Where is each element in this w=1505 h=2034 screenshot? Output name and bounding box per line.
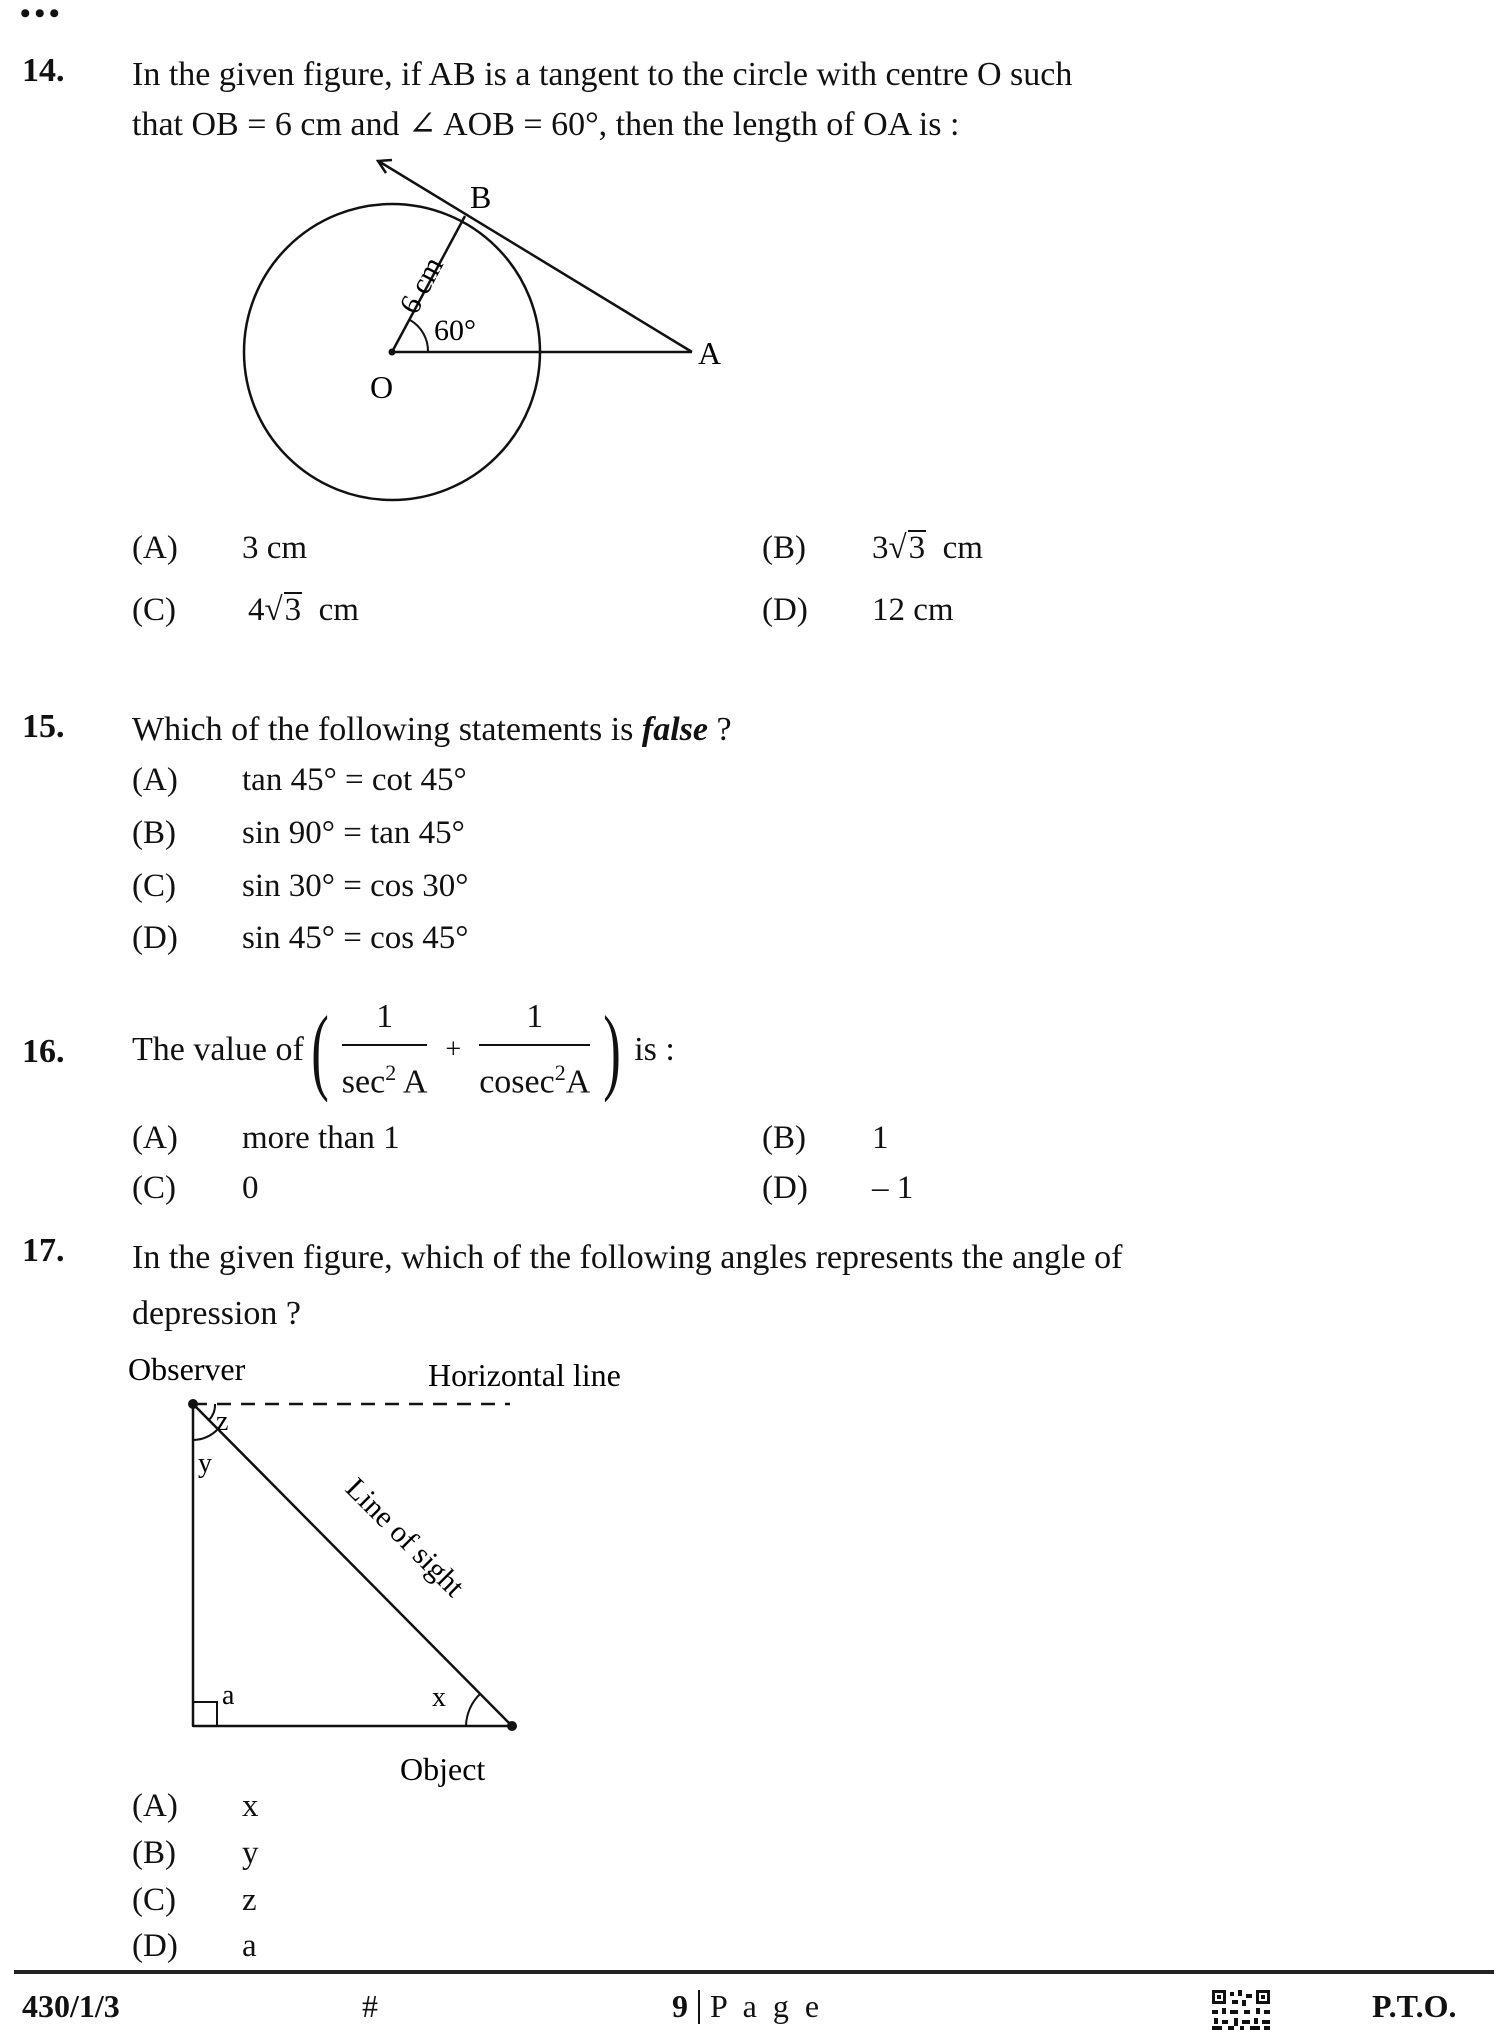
option-label: (D)	[132, 920, 178, 956]
page-indicator	[672, 1988, 823, 2025]
angle-y-arc	[193, 1429, 218, 1440]
label-B: B	[470, 179, 492, 215]
line-of-sight	[193, 1404, 512, 1726]
option-label: (B)	[132, 1835, 176, 1871]
option-value: tan 45° = cot 45°	[242, 762, 467, 798]
plus-sign: +	[445, 1034, 462, 1065]
page-number: 9	[672, 1988, 688, 2024]
label-O: O	[370, 369, 394, 405]
sqrt-symbol: √	[264, 592, 283, 628]
q16-option-a[interactable]	[132, 1120, 400, 1157]
question-14-number: 14.	[22, 52, 65, 89]
sqrt-symbol: √	[888, 530, 907, 566]
option-label: (B)	[762, 1120, 806, 1156]
q14-option-a[interactable]	[132, 530, 307, 567]
please-turn-over: P.T.O.	[1372, 1988, 1457, 2024]
option-label: (D)	[762, 1170, 808, 1206]
label-60-degrees: 60°	[434, 314, 476, 347]
q17-option-b[interactable]	[132, 1835, 259, 1872]
observer-point	[188, 1399, 198, 1409]
footer-divider	[14, 1970, 1494, 1974]
label-y: y	[198, 1448, 212, 1479]
option-value: – 1	[872, 1170, 914, 1206]
q17-option-c[interactable]	[132, 1882, 257, 1919]
option-value: x	[242, 1788, 259, 1824]
option-label: (B)	[762, 530, 806, 566]
object-point	[507, 1721, 517, 1731]
option-label: (C)	[132, 868, 176, 904]
question-16-number: 16.	[22, 1033, 65, 1070]
tangent-circle-figure	[220, 140, 780, 540]
hash-mark: #	[362, 1988, 378, 2024]
option-value: y	[242, 1835, 259, 1871]
page-word: P a g e	[710, 1988, 824, 2024]
angle-arc	[410, 320, 428, 352]
label-a: a	[222, 1680, 235, 1711]
label-z: z	[216, 1406, 229, 1437]
option-value: more than 1	[242, 1120, 400, 1156]
option-value: z	[242, 1882, 257, 1918]
right-paren: )	[603, 996, 622, 1103]
option-value: 4√3 cm	[248, 592, 359, 628]
option-value: 0	[242, 1170, 259, 1206]
option-label: (C)	[132, 592, 176, 628]
q17-option-a[interactable]	[132, 1788, 259, 1825]
right-angle-marker	[193, 1702, 217, 1726]
option-label: (C)	[132, 1882, 176, 1918]
fraction-cosec: $\frac{1}{cosec^2A}$	[479, 992, 590, 1107]
option-value: 3√3 cm	[872, 530, 983, 566]
angle-x-arc	[466, 1694, 480, 1726]
option-value: sin 90° = tan 45°	[242, 815, 465, 851]
option-label: (B)	[132, 815, 176, 851]
label-line-of-sight: Line of sight	[339, 1471, 471, 1604]
q14-option-b[interactable]	[762, 530, 983, 567]
option-label: (A)	[132, 530, 178, 566]
label-horizontal-line: Horizontal line	[428, 1357, 621, 1393]
q17-option-d[interactable]	[132, 1928, 257, 1965]
label-6cm: 6 cm	[393, 251, 450, 320]
left-paren: (	[311, 996, 329, 1103]
q14-option-c[interactable]	[132, 592, 359, 629]
option-value: a	[242, 1928, 257, 1964]
page-continuation-dots: •••	[20, 0, 64, 30]
q16-option-b[interactable]	[762, 1120, 889, 1157]
label-A: A	[698, 335, 722, 371]
q15-option-b[interactable]	[132, 815, 465, 852]
emphasis-false: false	[641, 711, 708, 748]
qr-code-icon	[1212, 1990, 1272, 2030]
question-17-number: 17.	[22, 1232, 65, 1269]
q14-option-d[interactable]	[762, 592, 954, 629]
option-label: (A)	[132, 1788, 178, 1824]
option-value: 3 cm	[242, 530, 308, 566]
question-16-text: The value of ( $\frac{1}{\sec^2 A}$ + $\frac{1}{cosec^2A}$ ) is :	[132, 995, 675, 1105]
option-label: (A)	[132, 1120, 178, 1156]
question-14-line1: In the given figure, if AB is a tangent to the circle with centre O such	[132, 56, 1073, 93]
centre-point	[389, 349, 396, 356]
option-label: (D)	[762, 592, 808, 628]
page-separator	[698, 1990, 700, 2024]
label-object: Object	[400, 1751, 486, 1787]
q15-option-c[interactable]	[132, 868, 469, 905]
option-label: (A)	[132, 762, 178, 798]
question-15-number: 15.	[22, 708, 65, 745]
q16-option-c[interactable]	[132, 1170, 259, 1207]
fraction-sec: $\frac{1}{\sec^2 A}$	[342, 992, 428, 1107]
option-label: (C)	[132, 1170, 176, 1206]
question-17-text: In the given figure, which of the following angles represents the angle of depression ?	[132, 1239, 1123, 1332]
question-14-line2: that OB = 6 cm and ∠ AOB = 60°, then the length of OA is :	[132, 106, 960, 143]
angle-of-depression-figure	[110, 1340, 710, 1790]
q15-option-a[interactable]	[132, 762, 467, 799]
q15-option-d[interactable]	[132, 920, 469, 957]
option-value: sin 30° = cos 30°	[242, 868, 469, 904]
option-value: 1	[872, 1120, 889, 1156]
label-x: x	[432, 1682, 446, 1713]
question-14-text	[132, 50, 1472, 150]
option-value: sin 45° = cos 45°	[242, 920, 469, 956]
question-15-text: Which of the following statements is false ?	[132, 711, 732, 748]
option-value: 12 cm	[872, 592, 954, 628]
option-label: (D)	[132, 1928, 178, 1964]
label-observer: Observer	[128, 1351, 246, 1387]
paper-code: 430/1/3	[22, 1988, 120, 2024]
angle-z-arc	[209, 1404, 215, 1420]
q16-option-d[interactable]	[762, 1170, 913, 1207]
